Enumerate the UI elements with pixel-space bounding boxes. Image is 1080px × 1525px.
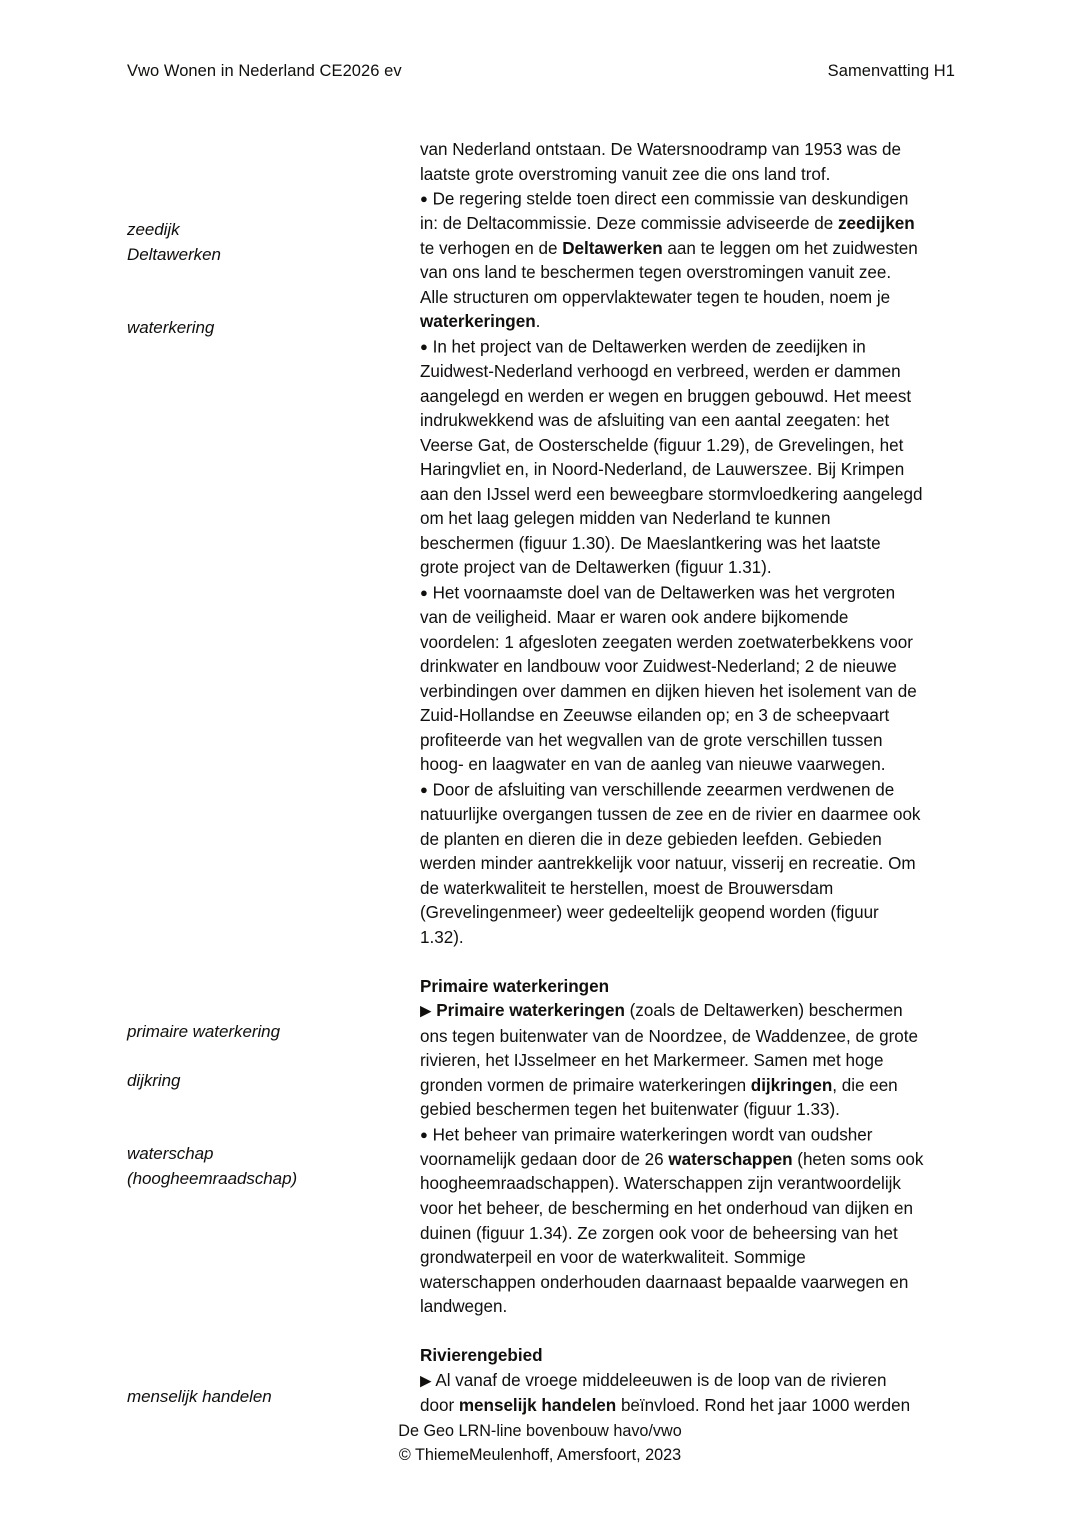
paragraph-primaire-waterkeringen (420, 999, 955, 1122)
text-line: landwegen. (420, 1297, 508, 1317)
line-text: (heten soms ook (792, 1149, 924, 1169)
line-text: aan te leggen om het zuidwesten (662, 238, 918, 258)
text-line: van Nederland ontstaan. De Watersnoodramp van 1953 was de (420, 140, 901, 159)
section-spacer (420, 1320, 955, 1345)
term-dijkringen: dijkringen (750, 1075, 833, 1095)
line-text: voornamelijk gedaan door de 26 (420, 1149, 669, 1169)
text-line: om het laag gelegen midden van Nederland te kunnen (420, 509, 831, 529)
term-zeedijken: zeedijken (837, 214, 915, 234)
text-line: Veerse Gat, de Oosterschelde (figuur 1.29), de Grevelingen, het (420, 435, 904, 455)
text-line (420, 335, 955, 360)
term-menselijk-handelen: menselijk handelen (458, 1396, 617, 1416)
term-deltawerken: Deltawerken (562, 238, 663, 258)
text-line: de waterkwaliteit te herstellen, moest de Brouwersdam (420, 878, 834, 898)
triangle-bullet-icon: ▶ (420, 1372, 432, 1390)
page-footer (0, 1419, 1080, 1467)
text-line: hoogheemraadschappen). Waterschappen zijn verantwoordelijk (420, 1174, 901, 1194)
paragraph-waterschappen (420, 1123, 955, 1320)
text-line (420, 1394, 955, 1419)
line-text: In het project van de Deltawerken werden de zeedijken in (432, 337, 866, 357)
text-line: werden minder aantrekkelijk voor natuur, visserij en recreatie. Om (420, 854, 916, 874)
triangle-bullet-icon: ▶ (420, 1003, 432, 1021)
text-line: rivieren, het IJsselmeer en het Markermeer. Samen met hoge (420, 1051, 884, 1071)
margin-note-zeedijk (127, 218, 221, 267)
term-waterschappen: waterschappen (668, 1149, 793, 1169)
line-text: De regering stelde toen direct een commissie van deskundigen (432, 189, 909, 209)
text-line: waterschappen onderhouden daarnaast bepaalde vaarwegen en (420, 1272, 909, 1292)
paragraph-project-deltawerken (420, 335, 955, 581)
text-line (420, 1074, 955, 1099)
text-line: 1.32). (420, 927, 464, 947)
line-text: . (535, 312, 541, 332)
text-line (420, 1123, 955, 1148)
paragraph-voornaamste-doel (420, 581, 955, 778)
margin-note-line: dijkring (127, 1071, 181, 1090)
margin-note-line: zeedijk (127, 220, 180, 239)
paragraph-intro (420, 138, 955, 187)
text-line (420, 1148, 955, 1173)
line-text: , die een (832, 1075, 898, 1095)
text-line (420, 310, 955, 335)
line-text: Door de afsluiting van verschillende zeearmen verdwenen de (432, 780, 895, 800)
text-line: Zuidwest-Nederland verhoogd en verbreed, werden er dammen (420, 362, 901, 382)
paragraph-deltacommissie (420, 187, 955, 335)
margin-note-line: waterkering (127, 318, 215, 337)
paragraph-afsluiting-zeearmen (420, 778, 955, 950)
margin-note-waterschap (127, 1142, 297, 1191)
text-line: gebied beschermen tegen het buitenwater (figuur 1.33). (420, 1100, 840, 1120)
margin-note-line: (hoogheemraadschap) (127, 1168, 298, 1188)
margin-note-line: Deltawerken (127, 244, 221, 264)
text-line: indrukwekkend was de afsluiting van een aantal zeegaten: het (420, 411, 890, 431)
text-line: aan den IJssel werd een beweegbare stormvloedkering aangelegd (420, 484, 923, 504)
bullet-dot-icon: ● (420, 584, 428, 600)
text-line (420, 237, 955, 262)
text-line (420, 778, 955, 803)
text-line (420, 212, 955, 237)
paragraph-rivierengebied (420, 1369, 955, 1419)
text-line: grote project van de Deltawerken (figuur 1.31). (420, 558, 772, 578)
text-line: (Grevelingenmeer) weer gedeeltelijk geopend worden (figuur (420, 903, 879, 923)
line-text: Het beheer van primaire waterkeringen wordt van oudsher (432, 1125, 873, 1145)
text-line: Alle structuren om oppervlaktewater tegen te houden, noem je (420, 287, 891, 307)
margin-note-menselijk-handelen (127, 1385, 272, 1410)
text-line: grondwaterpeil en voor de waterkwaliteit. Sommige (420, 1248, 806, 1268)
text-line: Haringvliet en, in Noord-Nederland, de Lauwerszee. Bij Krimpen (420, 460, 905, 480)
line-text: door (420, 1396, 459, 1416)
text-line: natuurlijke overgangen tussen de zee en de rivier en daarmee ook (420, 804, 921, 824)
term-waterkeringen: waterkeringen (420, 312, 536, 332)
footer-line-copyright: © ThiemeMeulenhoff, Amersfoort, 2023 (398, 1446, 682, 1464)
text-line: laatste grote overstroming vanuit zee die ons land trof. (420, 164, 831, 184)
text-line: beschermen (figuur 1.30). De Maeslantkering was het laatste (420, 533, 881, 553)
text-line: van ons land te beschermen tegen overstromingen vanuit zee. (420, 263, 892, 283)
text-line: de planten en dieren die in deze gebieden leefden. Gebieden (420, 829, 882, 849)
page-content (127, 138, 955, 1419)
margin-note-line: menselijk handelen (127, 1387, 272, 1406)
margin-note-line: waterschap (127, 1144, 214, 1163)
bullet-dot-icon: ● (420, 1126, 428, 1142)
text-line: profiteerde van het wegvallen van de grote verschillen tussen (420, 730, 883, 750)
text-line: aangelegd en werden er wegen en bruggen gebouwd. Het meest (420, 386, 912, 406)
text-line (420, 1369, 955, 1394)
line-text: Al vanaf de vroege middeleeuwen is de loop van de rivieren (431, 1370, 887, 1390)
text-line: voor het beheer, de bescherming en het onderhoud van dijken en (420, 1198, 913, 1218)
text-line: duinen (figuur 1.34). Ze zorgen ook voor de beheersing van het (420, 1223, 898, 1243)
running-head (127, 60, 955, 82)
line-text: te verhogen en de (420, 238, 563, 258)
text-line (420, 581, 955, 606)
section-heading-rivierengebied: Rivierengebied (420, 1346, 543, 1366)
line-text: gronden vormen de primaire waterkeringen (420, 1075, 751, 1095)
bullet-dot-icon: ● (420, 191, 428, 207)
text-line: van de veiligheid. Maar er waren ook andere bijkomende (420, 608, 849, 628)
margin-note-waterkering (127, 316, 214, 341)
footer-line-series: De Geo LRN-line bovenbouw havo/vwo (398, 1422, 682, 1440)
running-head-right: Samenvatting H1 (827, 62, 955, 80)
section-spacer (420, 950, 955, 975)
text-line: drinkwater en landbouw voor Zuidwest-Nederland; 2 de nieuwe (420, 657, 897, 677)
running-head-left: Vwo Wonen in Nederland CE2026 ev (127, 62, 402, 80)
margin-note-dijkring (127, 1069, 180, 1094)
line-text: in: de Deltacommissie. Deze commissie adviseerde de (420, 214, 838, 234)
line-text: (zoals de Deltawerken) beschermen (624, 1001, 903, 1021)
text-line: verbindingen over dammen en dijken hieven het isolement van de (420, 681, 917, 701)
line-text: beïnvloed. Rond het jaar 1000 werden (616, 1396, 911, 1416)
margin-note-line: primaire waterkering (127, 1022, 280, 1041)
text-line: hoog- en laagwater en van de aanleg van nieuwe vaarwegen. (420, 755, 886, 775)
body-text-column (420, 138, 955, 1419)
term-primaire-waterkeringen: Primaire waterkeringen (436, 1001, 625, 1021)
text-line: Zuid-Hollandse en Zeeuwse eilanden op; en 3 de scheepvaart (420, 706, 890, 726)
text-line (420, 999, 955, 1024)
bullet-dot-icon: ● (420, 781, 428, 797)
margin-note-primaire-waterkering (127, 1020, 280, 1045)
section-heading-primaire-waterkeringen: Primaire waterkeringen (420, 976, 610, 996)
text-line: voordelen: 1 afgesloten zeegaten werden zoetwaterbekkens voor (420, 632, 913, 652)
text-line (420, 187, 955, 212)
bullet-dot-icon: ● (420, 338, 428, 354)
text-line: ons tegen buitenwater van de Noordzee, de Waddenzee, de grote (420, 1026, 919, 1046)
line-text: Het voornaamste doel van de Deltawerken was het vergroten (432, 583, 896, 603)
